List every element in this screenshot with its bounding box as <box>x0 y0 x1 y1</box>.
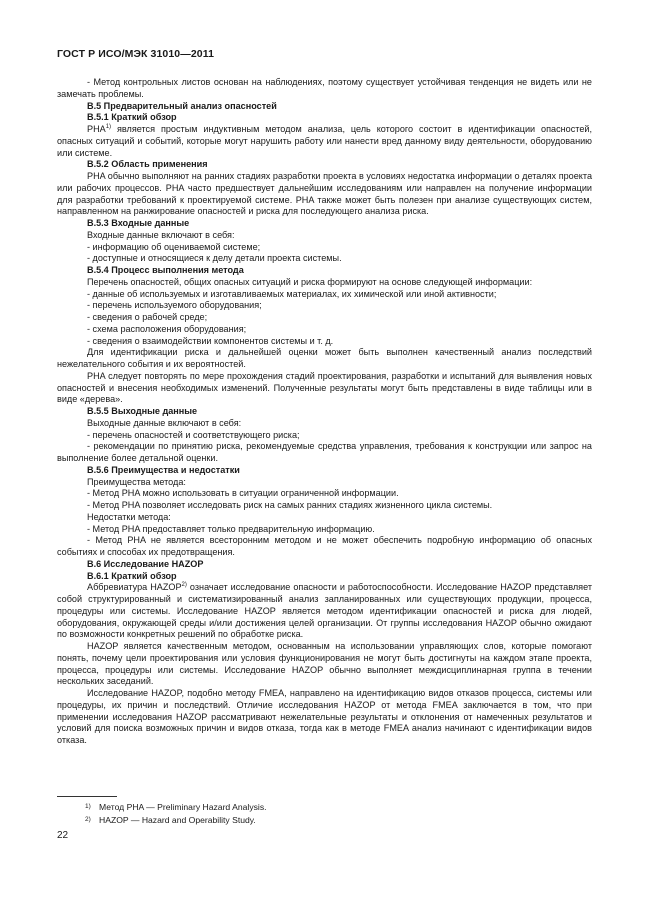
section-heading <box>57 218 592 230</box>
paragraph-text: HAZOP является качественным методом, основанным на использовании управляющих слов, которые помогают понять, почему цели проектирования или условия функционирования не могут быть достигнуты на каждом этапе проекта, процесса, процедуры или системы. Исследование HAZOP обычно выполняет междисциплинарная группа в течении нескольких заседаний. <box>57 641 592 687</box>
paragraph <box>57 253 592 265</box>
paragraph-text: В.5.6 Преимущества и недостатки <box>87 464 240 475</box>
paragraph <box>57 488 592 500</box>
paragraph-text: - перечень используемого оборудования; <box>87 300 262 311</box>
paragraph <box>57 430 592 442</box>
paragraph-text: - информацию об оцениваемой системе; <box>87 241 261 252</box>
paragraph <box>57 441 592 465</box>
paragraph <box>57 242 592 254</box>
paragraph-text: означает исследование опасности и работоспособности. Исследование HAZOP представляет собой структурированный и систематизированный анализ запланированных или существующих продукции, процесса, процедуры или системы. Исследование HAZOP является методом идентификации опасностей и риска для людей, оборудования, окружающей среды и/или достижения целей организации. От группы исследования HAZOP обычно ожидают по возможности конкретных решений по обработке риска. <box>57 582 592 640</box>
section-heading <box>57 465 592 477</box>
paragraph <box>57 500 592 512</box>
footnote-number: 1) <box>85 803 91 810</box>
footnote-ref: 2) <box>181 582 187 589</box>
paragraph <box>57 371 592 406</box>
paragraph <box>57 512 592 524</box>
paragraph-text: - рекомендации по принятию риска, рекомендуемые средства управления, требования к конструкции или запрос на выполнение более детальной оценки. <box>57 441 592 463</box>
footnote-ref: 1) <box>105 123 112 130</box>
paragraph <box>57 77 592 101</box>
paragraph-text: - Метод контрольных листов основан на наблюдениях, поэтому существует устойчивая тенденция не видеть или не замечать проблемы. <box>57 77 592 99</box>
paragraph-text: - доступные и относящиеся к делу детали проекта системы. <box>87 253 342 264</box>
section-heading <box>57 101 592 113</box>
paragraph-text: - Метод PHA предоставляет только предварительную информацию. <box>87 523 375 534</box>
paragraph <box>57 418 592 430</box>
paragraph-text: Исследование HAZOP, подобно методу FMEA, направлено на идентификацию видов отказов процесса, системы или процедуры, их причин и последствий. Отличие исследования HAZOP от метода FMEA заключается в том, что при применении исследования HAZOP рассматривают нежелательные результаты и отклонения от намеченных результатов и условий для поиска возможных причин и видов отказа, тогда как в методе FMEA анализ начинают с идентификации видов отказа. <box>57 688 592 745</box>
paragraph-text: PHA следует повторять по мере прохождения стадий проектирования, разработки и испытаний для выявления новых опасностей и внесения необходимых изменений. Полученные результаты могут быть представлены в виде таблицы или в виде «дерева». <box>57 370 592 405</box>
paragraph <box>57 336 592 348</box>
paragraph-text: - Метод PHA можно использовать в ситуации ограниченной информации. <box>87 488 399 499</box>
document-header: ГОСТ Р ИСО/МЭК 31010—2011 <box>57 48 215 60</box>
paragraph-text: PHA обычно выполняют на ранних стадиях разработки проекта в условиях недостатка информации о деталях проекта или рабочих процессов. PHA часто предшествует дальнейшим исследованиям или направлен на получение информации для разработки требований к проектируемой системе. PHA также может быть полезен при анализе существующих систем, направленном на ранжирование опасностей и риска для последующего анализа риска. <box>57 171 592 217</box>
paragraph-text: - сведения о рабочей среде; <box>87 312 208 322</box>
paragraph-text: В.5.2 Область применения <box>87 159 208 170</box>
paragraph-text: - данные об используемых и изготавливаемых материалах, их химической или иной активности; <box>87 288 497 299</box>
section-heading <box>57 559 592 571</box>
paragraph-text: В.6.1 Краткий обзор <box>87 570 177 581</box>
footnote-text: HAZOP — Hazard and Operability Study. <box>99 814 256 825</box>
footnote-text: Метод PHA — Preliminary Hazard Analysis. <box>99 802 267 812</box>
paragraph <box>57 312 592 324</box>
paragraph <box>57 524 592 536</box>
section-heading <box>57 265 592 277</box>
paragraph-text: В.5.3 Входные данные <box>87 218 190 228</box>
paragraph <box>57 289 592 301</box>
paragraph-text: Перечень опасностей, общих опасных ситуаций и риска формируют на основе следующей информации: <box>87 276 533 287</box>
paragraph <box>57 324 592 336</box>
paragraph <box>57 582 592 641</box>
paragraph-text: является простым индуктивным методом анализа, цель которого состоит в идентификации опасностей, опасных ситуаций и событий, которые могут нарушить работу или нанести вред данному виду деятельности, оборудованию или системе. <box>57 124 592 158</box>
footnote-divider <box>57 796 117 797</box>
paragraph-text: - сведения о взаимодействии компонентов системы и т. д. <box>87 335 334 346</box>
paragraph <box>57 124 592 159</box>
paragraph-text: В.6 Исследование HAZOP <box>87 558 204 569</box>
footnote <box>85 801 267 814</box>
paragraph-text: Аббревиатура HAZOP <box>87 582 182 593</box>
paragraph-text: Входные данные включают в себя: <box>87 229 235 240</box>
paragraph <box>57 230 592 242</box>
section-heading <box>57 112 592 124</box>
paragraph-text: - Метод PHA позволяет исследовать риск на самых ранних стадиях жизненного цикла системы. <box>87 500 493 510</box>
paragraph-text: В.5.4 Процесс выполнения метода <box>87 265 244 275</box>
section-heading <box>57 159 592 171</box>
paragraph-text: PHA <box>87 124 106 134</box>
paragraph-text: Выходные данные включают в себя: <box>87 417 242 428</box>
footnote <box>85 814 267 827</box>
paragraph-text: В.5.5 Выходные данные <box>87 406 198 416</box>
paragraph-text: В.5 Предварительный анализ опасностей <box>87 100 277 111</box>
page-number: 22 <box>57 830 69 841</box>
footnotes <box>85 801 267 826</box>
document-body <box>57 77 592 747</box>
paragraph-text: Преимущества метода: <box>87 476 186 487</box>
paragraph <box>57 300 592 312</box>
paragraph <box>57 641 592 688</box>
footnote-number: 2) <box>85 815 91 823</box>
paragraph-text: Недостатки метода: <box>87 511 171 522</box>
paragraph <box>57 171 592 218</box>
section-heading <box>57 406 592 418</box>
paragraph <box>57 535 592 559</box>
paragraph <box>57 347 592 371</box>
paragraph-text: - схема расположения оборудования; <box>87 323 247 334</box>
paragraph-text: - Метод PHA не является всесторонним методом и не может обеспечить подробную информацию об опасных событиях и способах их предотвращения. <box>57 535 592 557</box>
section-heading <box>57 571 592 583</box>
paragraph <box>57 277 592 289</box>
paragraph-text: В.5.1 Краткий обзор <box>87 112 177 123</box>
paragraph <box>57 477 592 489</box>
paragraph-text: - перечень опасностей и соответствующего риска; <box>87 429 300 440</box>
paragraph-text: Для идентификации риска и дальнейшей оценки может быть выполнен качественный анализ последствий нежелательного события и их вероятностей. <box>57 347 592 369</box>
paragraph <box>57 688 592 747</box>
